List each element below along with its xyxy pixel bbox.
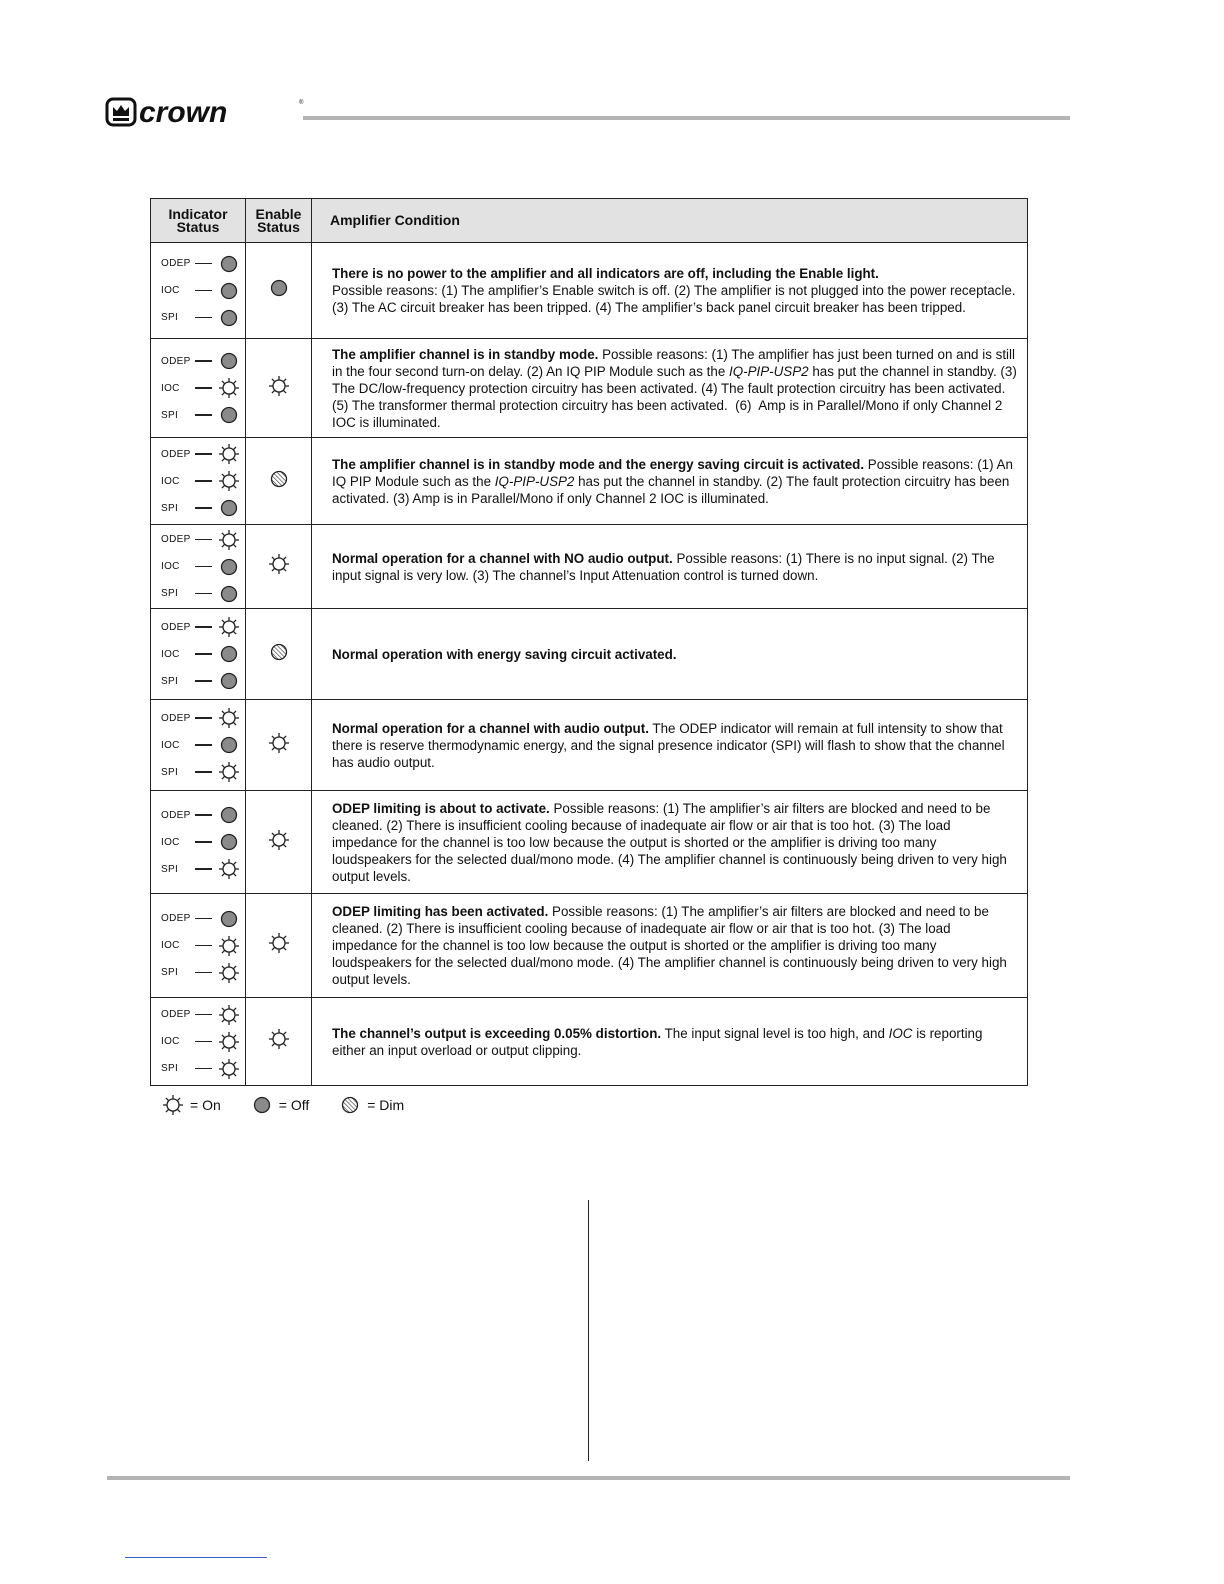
indicator-status-cell bbox=[151, 998, 246, 1086]
indicator-connector bbox=[195, 814, 212, 815]
indicator-connector bbox=[195, 680, 212, 681]
on-led-icon bbox=[162, 1094, 184, 1116]
off-led-icon bbox=[218, 804, 240, 826]
indicator-spi bbox=[151, 759, 245, 786]
indicator-odep bbox=[151, 1001, 245, 1028]
indicator-ioc bbox=[151, 732, 245, 759]
on-led-icon bbox=[268, 375, 290, 397]
indicator-connector bbox=[195, 653, 212, 654]
indicator-label: IOC bbox=[161, 382, 180, 394]
legend-on-label: = On bbox=[190, 1097, 221, 1113]
indicator-label: ODEP bbox=[161, 913, 191, 924]
table-row bbox=[151, 791, 1028, 894]
indicator-spi bbox=[151, 580, 245, 607]
indicator-connector bbox=[195, 841, 212, 842]
off-led-icon bbox=[218, 404, 240, 426]
enable-status-cell bbox=[246, 243, 312, 339]
on-led-icon bbox=[268, 1028, 290, 1050]
indicator-spi bbox=[151, 1055, 245, 1082]
logo-wordmark: crown bbox=[139, 96, 228, 128]
off-led-icon bbox=[218, 253, 240, 275]
off-led-icon bbox=[251, 1094, 273, 1116]
amplifier-condition-cell: Normal operation for a channel with NO audio output. Possible reasons: (1) There is no input signal. (2) The input signal is very low. (3) The channel’s Input Attenuation control is turned down. bbox=[312, 525, 1028, 609]
on-led-icon bbox=[218, 761, 240, 783]
on-led-icon bbox=[218, 1031, 240, 1053]
indicator-status-cell bbox=[151, 339, 246, 438]
indicator-label: ODEP bbox=[161, 448, 191, 460]
off-led-icon bbox=[218, 350, 240, 372]
indicator-connector bbox=[195, 626, 212, 627]
indicator-status-cell bbox=[151, 609, 246, 700]
svg-text:®: ® bbox=[299, 100, 304, 106]
indicator-connector bbox=[195, 387, 212, 388]
indicator-label: IOC bbox=[161, 836, 180, 848]
legend-dim-label: = Dim bbox=[367, 1097, 405, 1113]
indicator-connector bbox=[195, 593, 212, 594]
indicator-label: SPI bbox=[161, 766, 179, 778]
indicator-status-cell bbox=[151, 525, 246, 609]
enable-status-cell bbox=[246, 339, 312, 438]
off-led-icon bbox=[218, 670, 240, 692]
indicator-connector bbox=[195, 1014, 212, 1015]
enable-status-header: Enable Status bbox=[246, 199, 312, 243]
on-led-icon bbox=[218, 707, 240, 729]
amplifier-condition-cell: ODEP limiting is about to activate. Possible reasons: (1) The amplifier’s air filters are blocked and need to be cleaned. (2) There is insufficient cooling because of inadequate air flow or air that is too hot. (3) The load impedance for the channel is too low because the output is shorted or the amplifier is driving too many loudspeakers for the selected dual/mono mode. (4) The amplifier channel is continuously being driven to very high output levels. bbox=[312, 791, 1028, 894]
amplifier-condition-cell: ODEP limiting has been activated. Possible reasons: (1) The amplifier’s air filters are blocked and need to be cleaned. (2) There is insufficient cooling because of inadequate air flow or air that is too hot. (3) The load impedance for the channel is too low because the output is shorted or the amplifier is driving too many loudspeakers for the selected dual/mono mode. (4) The amplifier channel is continuously being driven to very high output levels. bbox=[312, 894, 1028, 998]
indicator-spi bbox=[151, 402, 245, 429]
amplifier-condition-cell: Normal operation for a channel with audio output. The ODEP indicator will remain at full intensity to show that there is reserve thermodynamic energy, and the signal presence indicator (SPI) will flash to show that the channel has audio output. bbox=[312, 700, 1028, 791]
indicator-connector bbox=[195, 868, 212, 869]
indicator-label: IOC bbox=[161, 561, 180, 572]
amplifier-condition-cell: The amplifier channel is in standby mode and the energy saving circuit is activated. Possible reasons: (1) An IQ PIP Module such as the IQ-PIP-USP2 has put the channel in standby. (2) The fault protection circuitry has been activated. (3) Amp is in Parallel/Mono if only Channel 2 IOC is illuminated. bbox=[312, 438, 1028, 525]
on-led-icon bbox=[218, 935, 240, 957]
header-rule bbox=[303, 116, 1070, 120]
indicator-connector bbox=[195, 1041, 212, 1042]
indicator-label: SPI bbox=[161, 588, 179, 599]
indicator-connector bbox=[195, 507, 212, 508]
indicator-label: IOC bbox=[161, 648, 180, 660]
indicator-spi bbox=[151, 668, 245, 695]
table-row bbox=[151, 243, 1028, 339]
indicator-odep bbox=[151, 526, 245, 553]
indicator-connector bbox=[195, 453, 212, 454]
indicator-ioc bbox=[151, 829, 245, 856]
indicator-status-cell bbox=[151, 438, 246, 525]
table-row bbox=[151, 525, 1028, 609]
indicator-label: SPI bbox=[161, 863, 179, 875]
indicator-status-cell bbox=[151, 243, 246, 339]
indicator-ioc bbox=[151, 277, 245, 304]
dim-led-icon bbox=[339, 1094, 361, 1116]
amplifier-condition-cell: Normal operation with energy saving circuit activated. bbox=[312, 609, 1028, 700]
enable-status-cell bbox=[246, 609, 312, 700]
legend-off-label: = Off bbox=[278, 1097, 310, 1113]
indicator-ioc bbox=[151, 375, 245, 402]
on-led-icon bbox=[268, 732, 290, 754]
off-led-icon bbox=[218, 583, 240, 605]
indicator-label: ODEP bbox=[161, 258, 191, 269]
table-row bbox=[151, 438, 1028, 525]
enable-status-cell bbox=[246, 438, 312, 525]
on-led-icon bbox=[268, 932, 290, 954]
indicator-label: SPI bbox=[161, 409, 179, 421]
indicator-label: SPI bbox=[161, 1063, 179, 1074]
indicator-connector bbox=[195, 918, 212, 919]
indicator-odep bbox=[151, 705, 245, 732]
on-led-icon bbox=[268, 553, 290, 575]
indicator-label: ODEP bbox=[161, 809, 191, 821]
indicator-label: IOC bbox=[161, 475, 180, 487]
indicator-label: IOC bbox=[161, 285, 180, 296]
table-row bbox=[151, 998, 1028, 1086]
off-led-icon bbox=[218, 280, 240, 302]
off-led-icon bbox=[218, 497, 240, 519]
indicator-connector bbox=[195, 290, 212, 291]
on-led-icon bbox=[218, 529, 240, 551]
indicator-connector bbox=[195, 539, 212, 540]
on-led-icon bbox=[218, 858, 240, 880]
table-row bbox=[151, 609, 1028, 700]
indicator-label: SPI bbox=[161, 312, 179, 323]
indicator-status-cell bbox=[151, 894, 246, 998]
indicator-spi bbox=[151, 495, 245, 522]
footer-rule bbox=[107, 1476, 1070, 1480]
indicator-label: SPI bbox=[161, 675, 179, 687]
amplifier-condition-header: Amplifier Condition bbox=[312, 199, 1028, 243]
indicator-odep bbox=[151, 802, 245, 829]
indicator-connector bbox=[195, 1068, 212, 1069]
indicator-label: SPI bbox=[161, 967, 179, 978]
enable-status-cell bbox=[246, 791, 312, 894]
indicator-connector bbox=[195, 717, 212, 718]
amplifier-condition-cell: The amplifier channel is in standby mode. Possible reasons: (1) The amplifier has just been turned on and is still in the four second turn-on delay. (2) An IQ PIP Module such as the IQ-PIP-USP2 has put the channel in standby. (3) The DC/low-frequency protection circuitry has been activated. (4) The fault protection circuitry has been activated. (5) The transformer thermal protection circuitry has been activated. (6) Amp is in Parallel/Mono if only Channel 2 IOC is illuminated. bbox=[312, 339, 1028, 438]
indicator-label: ODEP bbox=[161, 1009, 191, 1020]
on-led-icon bbox=[218, 470, 240, 492]
indicator-status-header: Indicator Status bbox=[151, 199, 246, 243]
off-led-icon bbox=[218, 556, 240, 578]
off-led-icon bbox=[218, 831, 240, 853]
on-led-icon bbox=[218, 443, 240, 465]
indicator-odep bbox=[151, 348, 245, 375]
off-led-icon bbox=[218, 908, 240, 930]
indicator-ioc bbox=[151, 468, 245, 495]
indicator-label: IOC bbox=[161, 940, 180, 951]
indicator-spi bbox=[151, 856, 245, 883]
table-header-row bbox=[151, 199, 1028, 243]
dim-led-icon bbox=[268, 468, 290, 490]
on-led-icon bbox=[218, 1058, 240, 1080]
enable-status-cell bbox=[246, 998, 312, 1086]
indicator-odep bbox=[151, 614, 245, 641]
indicator-ioc bbox=[151, 553, 245, 580]
indicator-status-cell bbox=[151, 700, 246, 791]
table-row bbox=[151, 339, 1028, 438]
indicator-connector bbox=[195, 771, 212, 772]
off-led-icon bbox=[218, 643, 240, 665]
off-led-icon bbox=[268, 277, 290, 299]
crown-logo bbox=[105, 96, 305, 128]
table-row bbox=[151, 700, 1028, 791]
indicator-connector bbox=[195, 744, 212, 745]
indicator-spi bbox=[151, 959, 245, 986]
indicator-label: IOC bbox=[161, 1036, 180, 1047]
indicator-odep bbox=[151, 250, 245, 277]
indicator-connector bbox=[195, 360, 212, 361]
indicator-label: ODEP bbox=[161, 355, 191, 367]
on-led-icon bbox=[218, 616, 240, 638]
indicator-connector bbox=[195, 972, 212, 973]
enable-status-cell bbox=[246, 700, 312, 791]
indicator-ioc bbox=[151, 932, 245, 959]
indicator-connector bbox=[195, 317, 212, 318]
off-led-icon bbox=[218, 307, 240, 329]
on-led-icon bbox=[218, 1004, 240, 1026]
indicator-label: IOC bbox=[161, 739, 180, 751]
on-led-icon bbox=[218, 962, 240, 984]
indicator-connector bbox=[195, 945, 212, 946]
crown-logo-icon bbox=[105, 96, 305, 128]
indicator-ioc bbox=[151, 641, 245, 668]
indicator-connector bbox=[195, 480, 212, 481]
indicator-spi bbox=[151, 304, 245, 331]
amplifier-condition-cell: The channel’s output is exceeding 0.05% distortion. The input signal level is too high, and IOC is reporting either an input overload or output clipping. bbox=[312, 998, 1028, 1086]
table-row bbox=[151, 894, 1028, 998]
on-led-icon bbox=[268, 829, 290, 851]
indicator-label: SPI bbox=[161, 502, 179, 514]
dim-led-icon bbox=[268, 641, 290, 663]
indicator-ioc bbox=[151, 1028, 245, 1055]
legend bbox=[162, 1094, 404, 1116]
indicator-connector bbox=[195, 414, 212, 415]
indicator-connector bbox=[195, 263, 212, 264]
enable-status-cell bbox=[246, 894, 312, 998]
indicator-label: ODEP bbox=[161, 621, 191, 633]
on-led-icon bbox=[218, 377, 240, 399]
indicator-label: ODEP bbox=[161, 712, 191, 724]
indicator-label: ODEP bbox=[161, 534, 191, 545]
indicator-status-table bbox=[150, 198, 1028, 1086]
indicator-connector bbox=[195, 566, 212, 567]
off-led-icon bbox=[218, 734, 240, 756]
indicator-odep bbox=[151, 441, 245, 468]
amplifier-condition-cell: There is no power to the amplifier and all indicators are off, including the Enable light. Possible reasons: (1) The amplifier’s Enable switch is off. (2) The amplifier is not plugged into the power receptacle. (3) The AC circuit breaker has been tripped. (4) The amplifier’s back panel circuit breaker has been tripped. bbox=[312, 243, 1028, 339]
enable-status-cell bbox=[246, 525, 312, 609]
indicator-odep bbox=[151, 905, 245, 932]
indicator-status-cell bbox=[151, 791, 246, 894]
footer-link-underline bbox=[125, 1557, 267, 1558]
column-divider bbox=[588, 1200, 589, 1461]
